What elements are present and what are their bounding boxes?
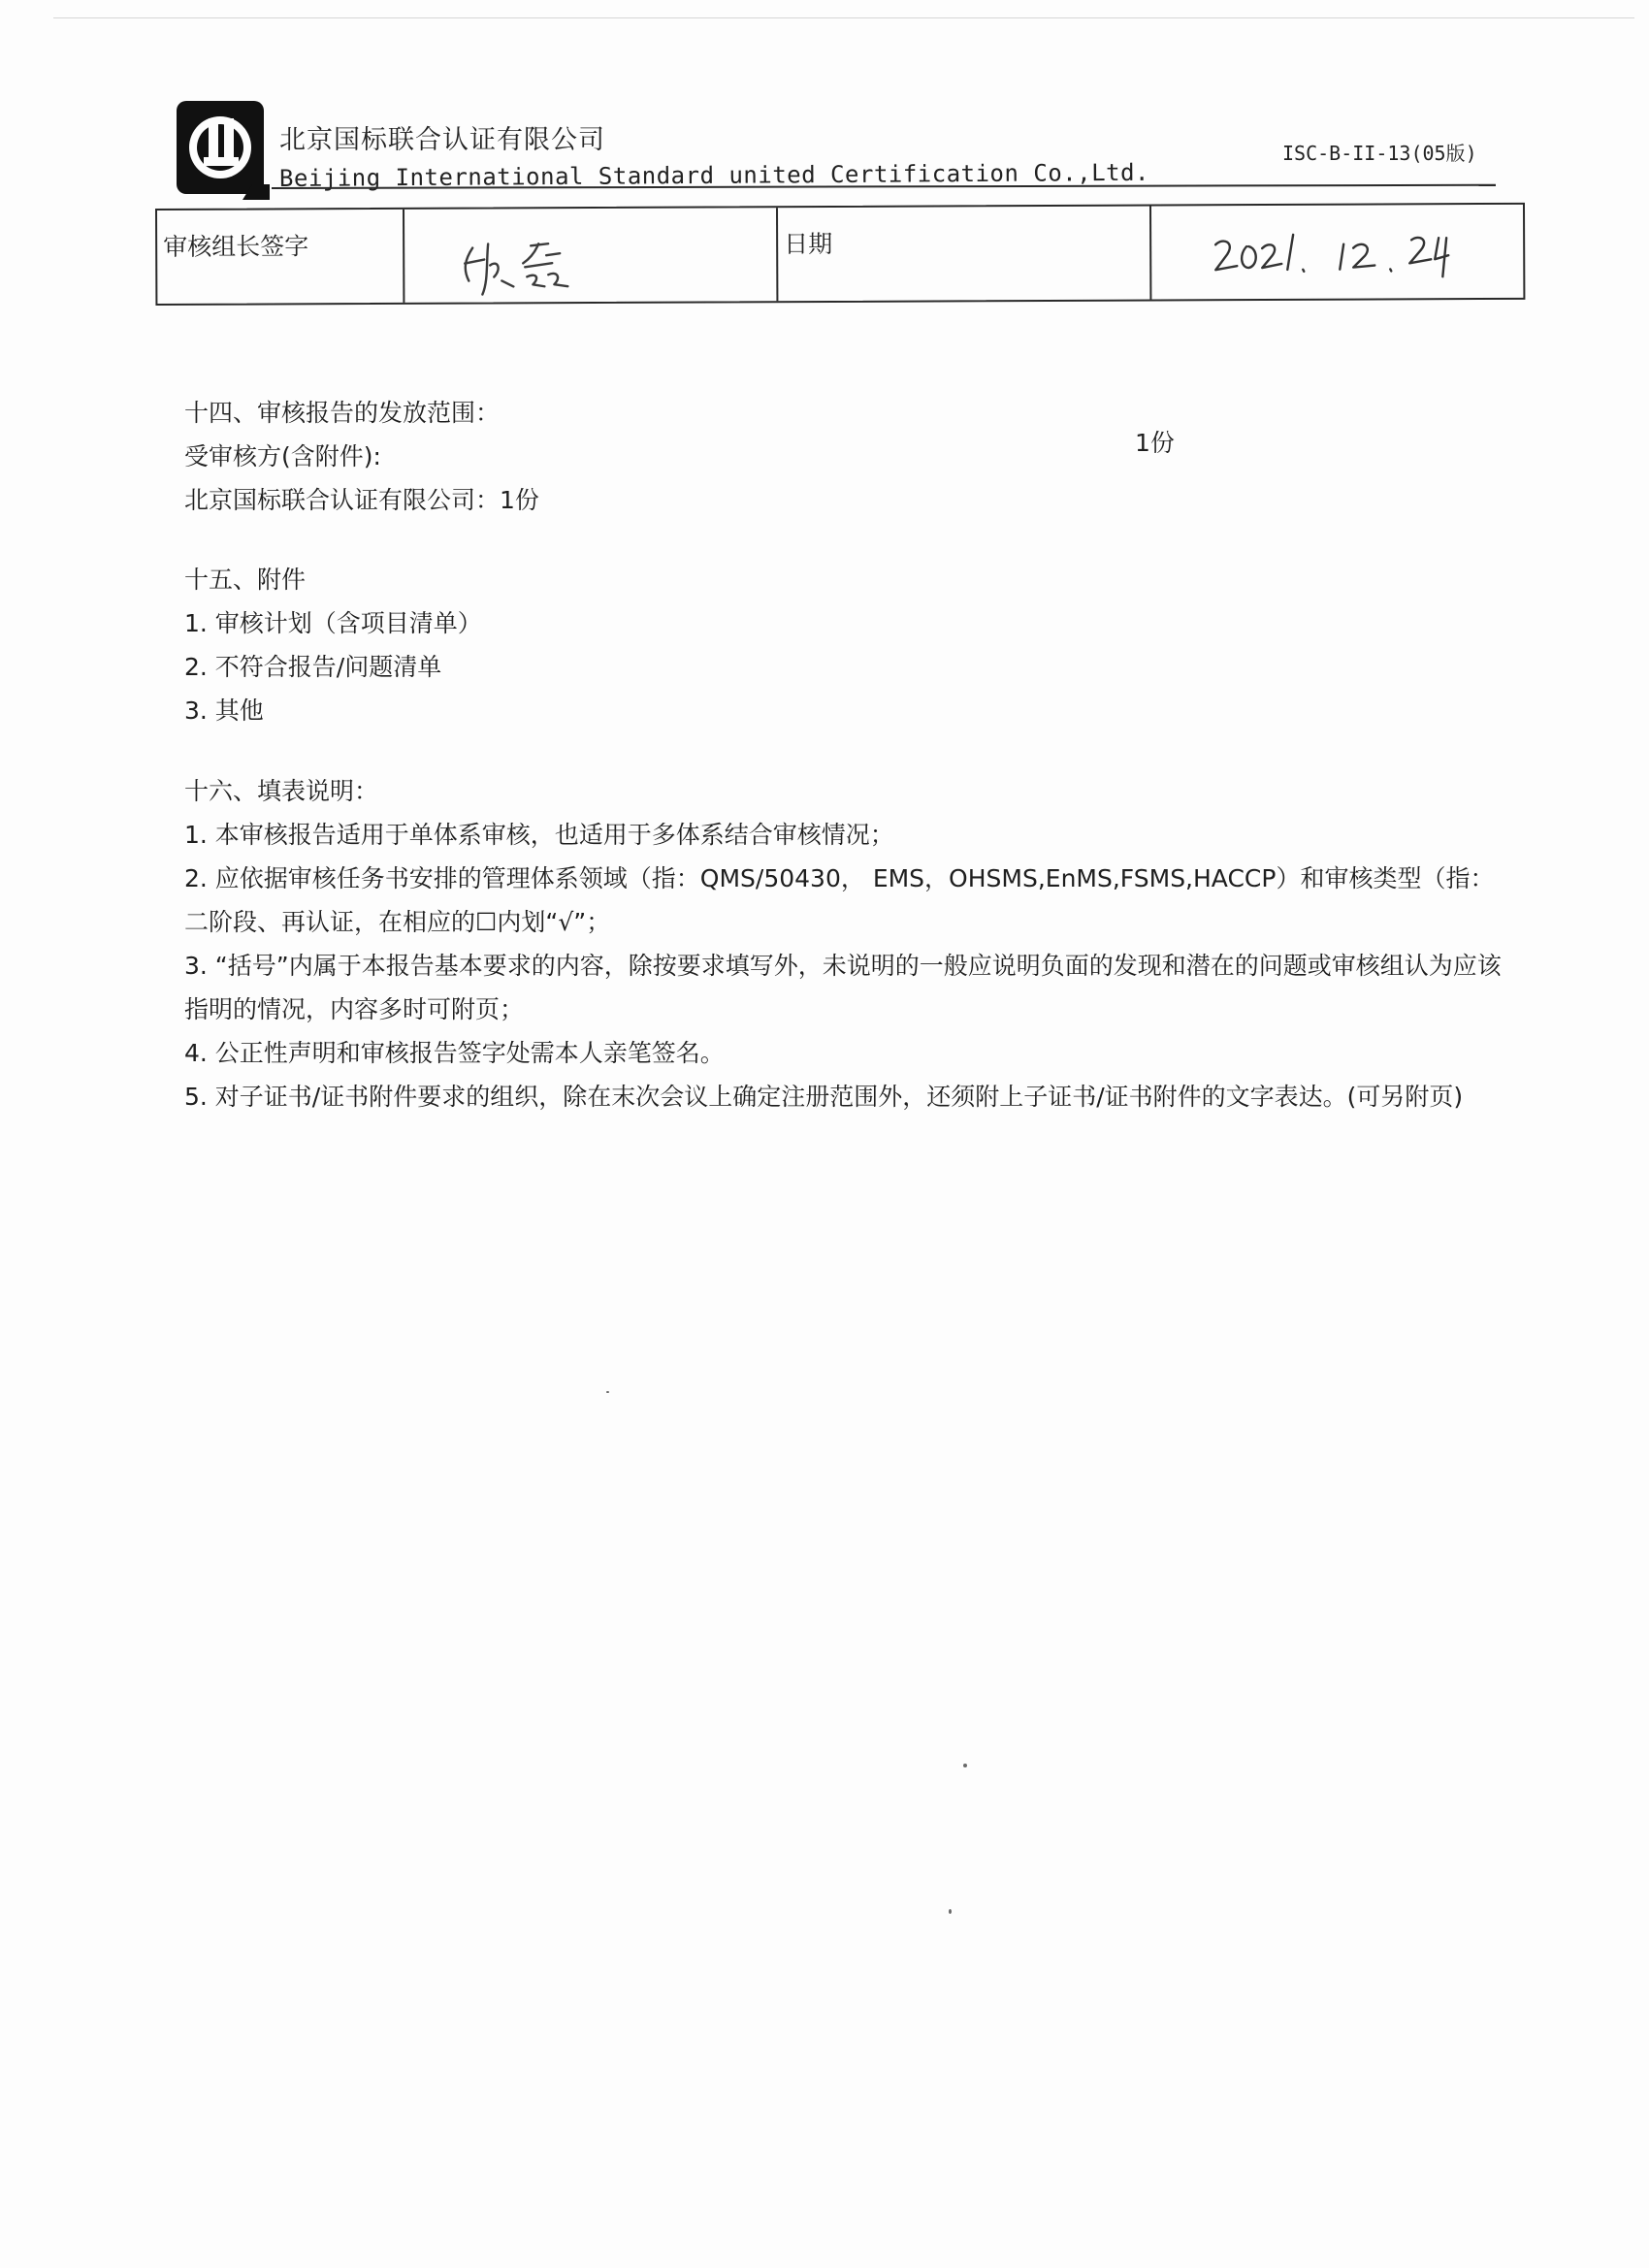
instruction-item: 5. 对子证书/证书附件要求的组织，除在末次会议上确定注册范围外，还须附上子证书/证书附件的文字表达。(可另附页) <box>184 1083 1464 1111</box>
date-label-cell <box>778 207 1151 302</box>
section-15-title: 十五、附件 <box>184 566 307 594</box>
signature-table <box>155 203 1525 306</box>
leader-label-cell <box>157 210 404 304</box>
section-16-title: 十六、填表说明： <box>184 777 379 805</box>
section-14-title: 十四、审核报告的发放范围： <box>184 399 501 427</box>
instruction-item: 4. 公正性声明和审核报告签字处需本人亲笔签名。 <box>184 1039 725 1067</box>
section-15 <box>184 558 1515 732</box>
scan-top-edge <box>53 17 1634 18</box>
date-value-cell <box>1151 205 1523 300</box>
auditee-label: 受审核方(含附件): <box>184 442 381 470</box>
leader-signature <box>404 208 778 307</box>
instruction-item: 2. 应依据审核任务书安排的管理体系领域（指：QMS/50430， EMS，OHSMS,EnMS,FSMS,HACCP）和审核类型（指：二阶段、再认证，在相应的☐内划“√”； <box>184 864 1495 936</box>
date-handwriting <box>1151 205 1523 304</box>
instruction-item: 3. “括号”内属于本报告基本要求的内容，除按要求填写外，未说明的一般应说明负面的发现和潜在的问题或审核组认为应该指明的情况，内容多时可附页； <box>184 952 1502 1023</box>
auditee-copies: 1份 <box>1135 429 1175 457</box>
isc-logo-icon <box>175 99 272 202</box>
scan-speck <box>606 1391 609 1393</box>
company-copies-line: 北京国标联合认证有限公司：1份 <box>184 486 539 514</box>
instruction-item: 1. 本审核报告适用于单体系审核，也适用于多体系结合审核情况； <box>184 821 894 849</box>
company-name-cn: 北京国标联合认证有限公司 <box>279 125 605 155</box>
leader-signature-cell <box>404 208 778 303</box>
section-14 <box>184 391 1515 522</box>
date-label: 日期 <box>784 229 833 259</box>
company-name-en: Beijing International Standard united Certification Co.,Ltd. <box>278 158 1150 192</box>
attachment-item: 1. 审核计划（含项目清单） <box>184 609 482 637</box>
leader-signature-label: 审核组长签字 <box>163 232 309 261</box>
attachment-item: 2. 不符合报告/问题清单 <box>184 653 442 681</box>
attachment-item: 3. 其他 <box>184 697 264 725</box>
document-code: ISC-B-II-13(05版) <box>1282 142 1477 165</box>
scan-speck <box>949 1909 952 1914</box>
section-16 <box>184 769 1515 1118</box>
scan-speck <box>963 1764 967 1767</box>
